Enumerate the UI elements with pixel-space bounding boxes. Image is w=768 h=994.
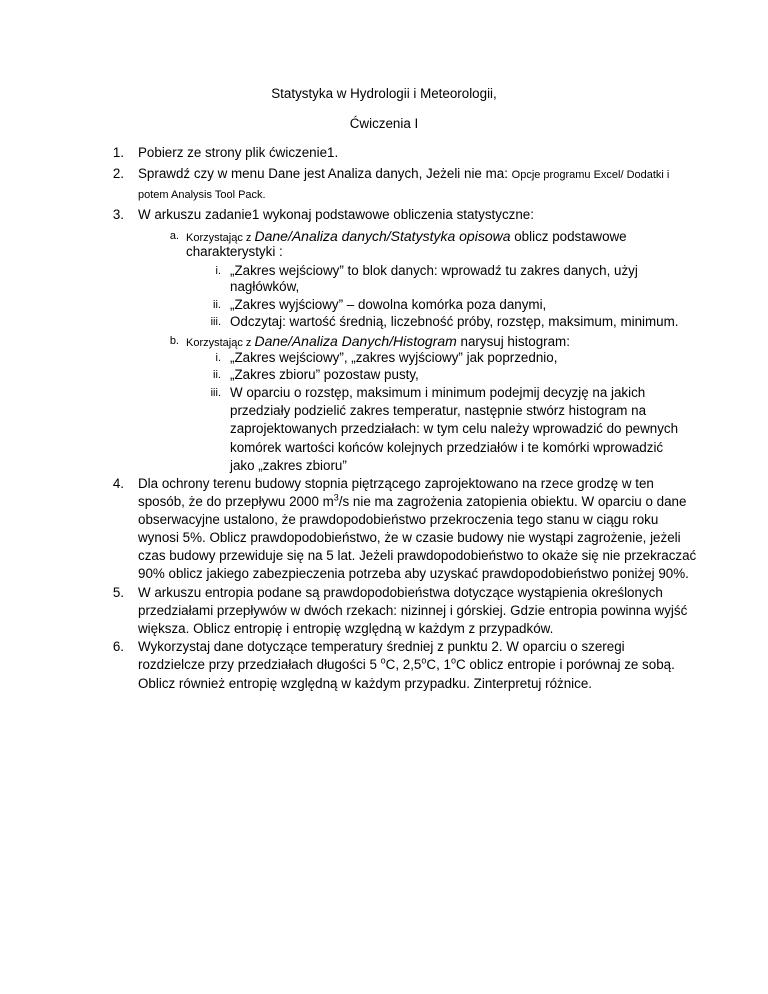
- item-4-line2-sup: 3: [333, 492, 339, 503]
- item-3b-pre: Korzystając z: [186, 337, 255, 349]
- item-2-text-b: Opcje programu Excel/ Dodatki i: [511, 169, 670, 181]
- degree-sign-2: o: [421, 655, 427, 666]
- item-3b-i-line1: „Zakres wejściowy”, „zakres wyjściowy” jak poprzednio,: [230, 350, 558, 365]
- item-4-line5: czas budowy przewiduje się na 5 lat. Jeżeli prawdopodobieństwo to okaże się nie przekraczać: [138, 548, 697, 563]
- item-3b-i-number: i.: [215, 352, 221, 364]
- item-4-line6: 90% oblicz jakiego zabezpieczenia potrzeba aby uzyskać prawdopodobieństwo poniżej 90%.: [138, 566, 689, 581]
- item-3b-iii-line1: W oparciu o rozstęp, maksimum i minimum podejmij decyzję na jakich: [230, 385, 646, 400]
- item-3a-ii-line1: „Zakres wyjściowy” – dowolna komórka poza danymi,: [230, 297, 547, 312]
- item-5-line3: większa. Oblicz entropię i entropię względną w każdym z przypadków.: [138, 621, 554, 636]
- item-3a-i-number: i.: [215, 265, 221, 277]
- item-6-line2-d: C oblicz entropie i porównaj ze sobą.: [455, 657, 675, 672]
- item-6-line2-b: C, 2,5: [385, 657, 422, 672]
- item-3b-text: [186, 333, 570, 351]
- item-6-line2-a: rozdzielcze przy przedziałach długości 5: [138, 657, 381, 672]
- document-subtitle: Ćwiczenia I: [349, 116, 419, 131]
- item-3a-i-line2: nagłówków,: [230, 279, 300, 294]
- item-6-line2-c: C, 1: [426, 657, 451, 672]
- item-3a-path: Dane/Analiza danych/Statystyka opisowa: [254, 228, 511, 244]
- item-3b-iii-line2: przedziały podzielić zakres temperatur, następnie stwórz histogram na: [230, 403, 647, 418]
- item-5-line1: W arkuszu entropia podane są prawdopodobieństwa dotyczące wystąpienia określonych: [138, 585, 663, 600]
- item-6-line2: [138, 657, 675, 673]
- item-3a-iii-number: iii.: [210, 316, 221, 328]
- item-1-number: 1.: [112, 145, 124, 160]
- degree-sign-3: o: [450, 655, 456, 666]
- item-5-number: 5.: [112, 585, 124, 600]
- item-3-number: 3.: [112, 207, 124, 222]
- item-2-text-a: Sprawdź czy w menu Dane jest Analiza danych, Jeżeli nie ma:: [138, 166, 512, 181]
- item-4-line3: obserwacyjne ustalono, że prawdopodobieństwo przekroczenia tego stanu w ciągu roku: [138, 512, 659, 527]
- item-4-line2-b: /s nie ma zagrożenia zatopienia obiektu. W oparciu o dane: [338, 494, 687, 509]
- item-3a-ii-number: ii.: [213, 299, 221, 311]
- item-3b-ii-line1: „Zakres zbioru” pozostaw pusty,: [230, 367, 419, 382]
- item-4-number: 4.: [112, 476, 124, 491]
- document-title: Statystyka w Hydrologii i Meteorologii,: [271, 86, 497, 101]
- item-3b-ii-number: ii.: [213, 369, 221, 381]
- item-5-line2: przedziałami przepływów w dwóch rzekach: nizinnej i górskiej. Gdzie entropia powinna wyjść: [138, 603, 688, 618]
- item-3a-iii-line1: Odczytaj: wartość średnią, liczebność próby, rozstęp, maksimum, minimum.: [230, 314, 679, 329]
- item-2-text-c: potem Analysis Tool Pack.: [138, 189, 266, 201]
- item-4-line1: Dla ochrony terenu budowy stopnia piętrzącego zaprojektowano na rzece grodzę w ten: [138, 476, 654, 491]
- item-3a-number: a.: [169, 230, 179, 242]
- item-3a-i-line1: „Zakres wejściowy” to blok danych: wprowadź tu zakres danych, użyj: [230, 263, 638, 278]
- item-3b-path: Dane/Analiza Danych/Histogram: [254, 333, 457, 349]
- degree-sign-1: o: [380, 655, 386, 666]
- item-3b-iii-line4: komórek wartości końców kolejnych przedziałów i te komórki wprowadzić: [230, 440, 664, 455]
- item-2-text: [138, 166, 669, 183]
- item-3b-iii-number: iii.: [210, 387, 221, 399]
- item-6-number: 6.: [112, 639, 124, 654]
- item-4-line2: [138, 494, 686, 510]
- item-6-line1: Wykorzystaj dane dotyczące temperatury średniej z punktu 2. W oparciu o szeregi: [138, 639, 625, 654]
- item-4-line4: wynosi 5%. Oblicz prawdopodobieństwo, że w czasie budowy nie wystąpi zagrożenie, jeżeli: [138, 530, 681, 545]
- item-3b-post: narysuj histogram:: [456, 334, 570, 349]
- item-3a-post: oblicz podstawowe: [510, 229, 627, 244]
- item-3-text: W arkuszu zadanie1 wykonaj podstawowe obliczenia statystyczne:: [138, 207, 534, 222]
- item-3b-iii-line3: zaprojektowanych przedziałach: w tym celu należy wprowadzić do pewnych: [230, 421, 679, 436]
- item-3a-pre: Korzystając z: [186, 232, 255, 244]
- item-3a-cont: charakterystyki :: [186, 244, 283, 259]
- item-4-line2-a: sposób, że do przepływu 2000 m: [138, 494, 334, 509]
- item-6-line3: Oblicz również entropię względną w każdym przypadku. Zinterpretuj różnice.: [138, 676, 592, 691]
- item-3b-iii-line5: jako „zakres zbioru”: [230, 458, 347, 473]
- item-1-text: Pobierz ze strony plik ćwiczenie1.: [138, 145, 339, 160]
- item-3b-number: b.: [169, 335, 179, 347]
- item-2-number: 2.: [112, 166, 124, 181]
